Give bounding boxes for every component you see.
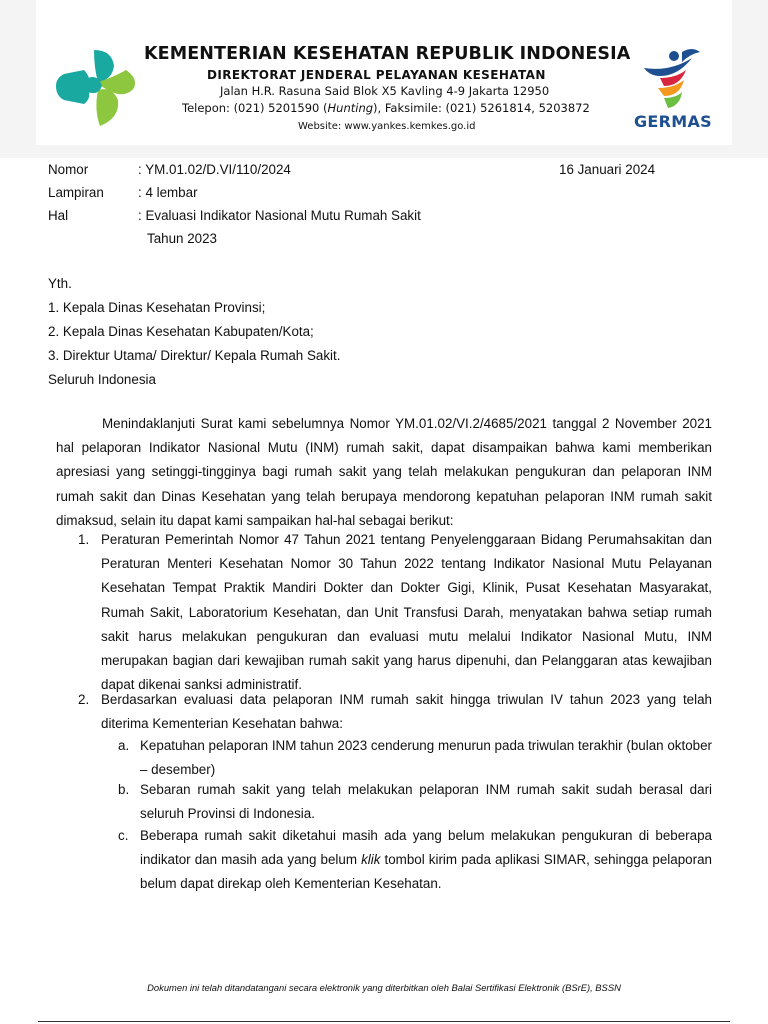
ministry-address: Jalan H.R. Rasuna Said Blok X5 Kavling 4-9 Jakarta 12950 [220, 84, 550, 98]
e-signature-note: Dokumen ini telah ditandatangani secara elektronik yang diterbitkan oleh Balai Sertifikasi Elektronik (BSrE), BSSN [147, 982, 621, 993]
letterhead [0, 0, 768, 158]
letterhead-panel [36, 0, 732, 145]
recipient-item: 3. Direktur Utama/ Direktur/ Kepala Rumah Sakit. [48, 348, 341, 363]
recipients [48, 272, 340, 392]
point-1-number: 1. [78, 532, 90, 547]
recipient-region: Seluruh Indonesia [48, 372, 156, 387]
intro-paragraph: Menindaklanjuti Surat kami sebelumnya Nomor YM.01.02/VI.2/4685/2021 tanggal 2 November 2021 hal pelaporan Indikator Nasional Mutu (INM) rumah sakit, dapat disampaikan bahwa kami memberikan apresiasi yang setinggi-tingginya bagi rumah sakit yang telah melakukan pengukuran dan pelaporan INM rumah sakit dan Dinas Kesehatan yang telah berupaya mendorong kepatuhan pelaporan INM rumah sakit dimaksud, selain itu dapat kami sampaikan hal-hal sebagai berikut: [56, 416, 712, 528]
lampiran-value: : 4 lembar [138, 185, 198, 200]
sub-c-letter: c. [118, 828, 129, 843]
ministry-phone [182, 101, 644, 115]
recipient-item: 1. Kepala Dinas Kesehatan Provinsi; [48, 300, 266, 315]
sub-c-text-part: Beberapa rumah sakit diketahui masih ada yang belum melakukan pengukuran di beberapa indikator dan masih ada yang belum [140, 828, 712, 868]
point-1-text: Peraturan Pemerintah Nomor 47 Tahun 2021 tentang Penyelenggaraan Bidang Perumahsakitan dan Peraturan Menteri Kesehatan Nomor 30 Tahun 2022 tentang Indikator Nasional Mutu Pelayanan Kesehatan Tempat Praktik Mandiri Dokter dan Dokter Gigi, Klinik, Pusat Kesehatan Masyarakat, Rumah Sakit, Laboratorium Kesehatan, dan Unit Transfusi Darah, menyatakan bahwa setiap rumah sakit harus melakukan pengukuran dan evaluasi mutu melalui Indikator Nasional Mutu, INM merupakan bagian dari kewajiban rumah sakit yang harus dipenuhi, dan Pelanggaran atas kewajiban dapat dikenai sanksi administratif. [101, 532, 712, 693]
sub-c-italic: klik [361, 852, 381, 868]
hal-value-2: Tahun 2023 [147, 231, 217, 246]
phone-suffix: ), Faksimile: (021) 5261814, 5203872 [373, 101, 590, 115]
hal-value: : Evaluasi Indikator Nasional Mutu Rumah Sakit [138, 208, 421, 223]
footer-divider [38, 1021, 730, 1022]
point-2-text: Berdasarkan evaluasi data pelaporan INM rumah sakit hingga triwulan IV tahun 2023 yang telah diterima Kementerian Kesehatan bahwa: [101, 692, 712, 732]
phone-hunting: Hunting [327, 101, 374, 115]
lampiran-label: Lampiran [48, 185, 104, 200]
point-2-number: 2. [78, 692, 90, 707]
ministry-name: KEMENTERIAN KESEHATAN REPUBLIK INDONESIA [144, 44, 631, 64]
sub-c-text [140, 824, 712, 897]
directorate-name: DIREKTORAT JENDERAL PELAYANAN KESEHATAN [207, 68, 546, 82]
hal-label: Hal [48, 208, 69, 223]
germas-label: GERMAS [633, 112, 712, 131]
germas-logo [630, 46, 716, 132]
hal-row-2 [0, 227, 768, 250]
sub-a-text: Kepatuhan pelaporan INM tahun 2023 cenderung menurun pada triwulan terakhir (bulan oktober – desember) [140, 738, 712, 778]
nomor-row [0, 158, 768, 181]
kemkes-logo-icon [54, 48, 140, 128]
germas-figure-icon [630, 46, 716, 112]
salutation: Yth. [48, 276, 72, 291]
phone-prefix: Telepon: (021) 5201590 ( [182, 101, 328, 115]
sub-c-text-part: tombol kirim pada aplikasi SIMAR, sehingga pelaporan belum dapat direkap oleh Kementerian Kesehatan. [140, 852, 712, 892]
ministry-website: Website: www.yankes.kemkes.go.id [298, 121, 476, 132]
letter-date: 16 Januari 2024 [559, 162, 656, 177]
letter-meta [0, 158, 768, 258]
sub-a-letter: a. [118, 738, 130, 753]
recipient-item: 2. Kepala Dinas Kesehatan Kabupaten/Kota; [48, 324, 314, 339]
nomor-value: : YM.01.02/D.VI/110/2024 [138, 162, 291, 177]
lampiran-row [0, 181, 768, 204]
nomor-label: Nomor [48, 162, 89, 177]
letterhead-text [144, 44, 644, 132]
hal-row [0, 204, 768, 227]
sub-b-letter: b. [118, 782, 130, 797]
sub-b-text: Sebaran rumah sakit yang telah melakukan pelaporan INM rumah sakit sudah berasal dari seluruh Provinsi di Indonesia. [140, 782, 712, 822]
